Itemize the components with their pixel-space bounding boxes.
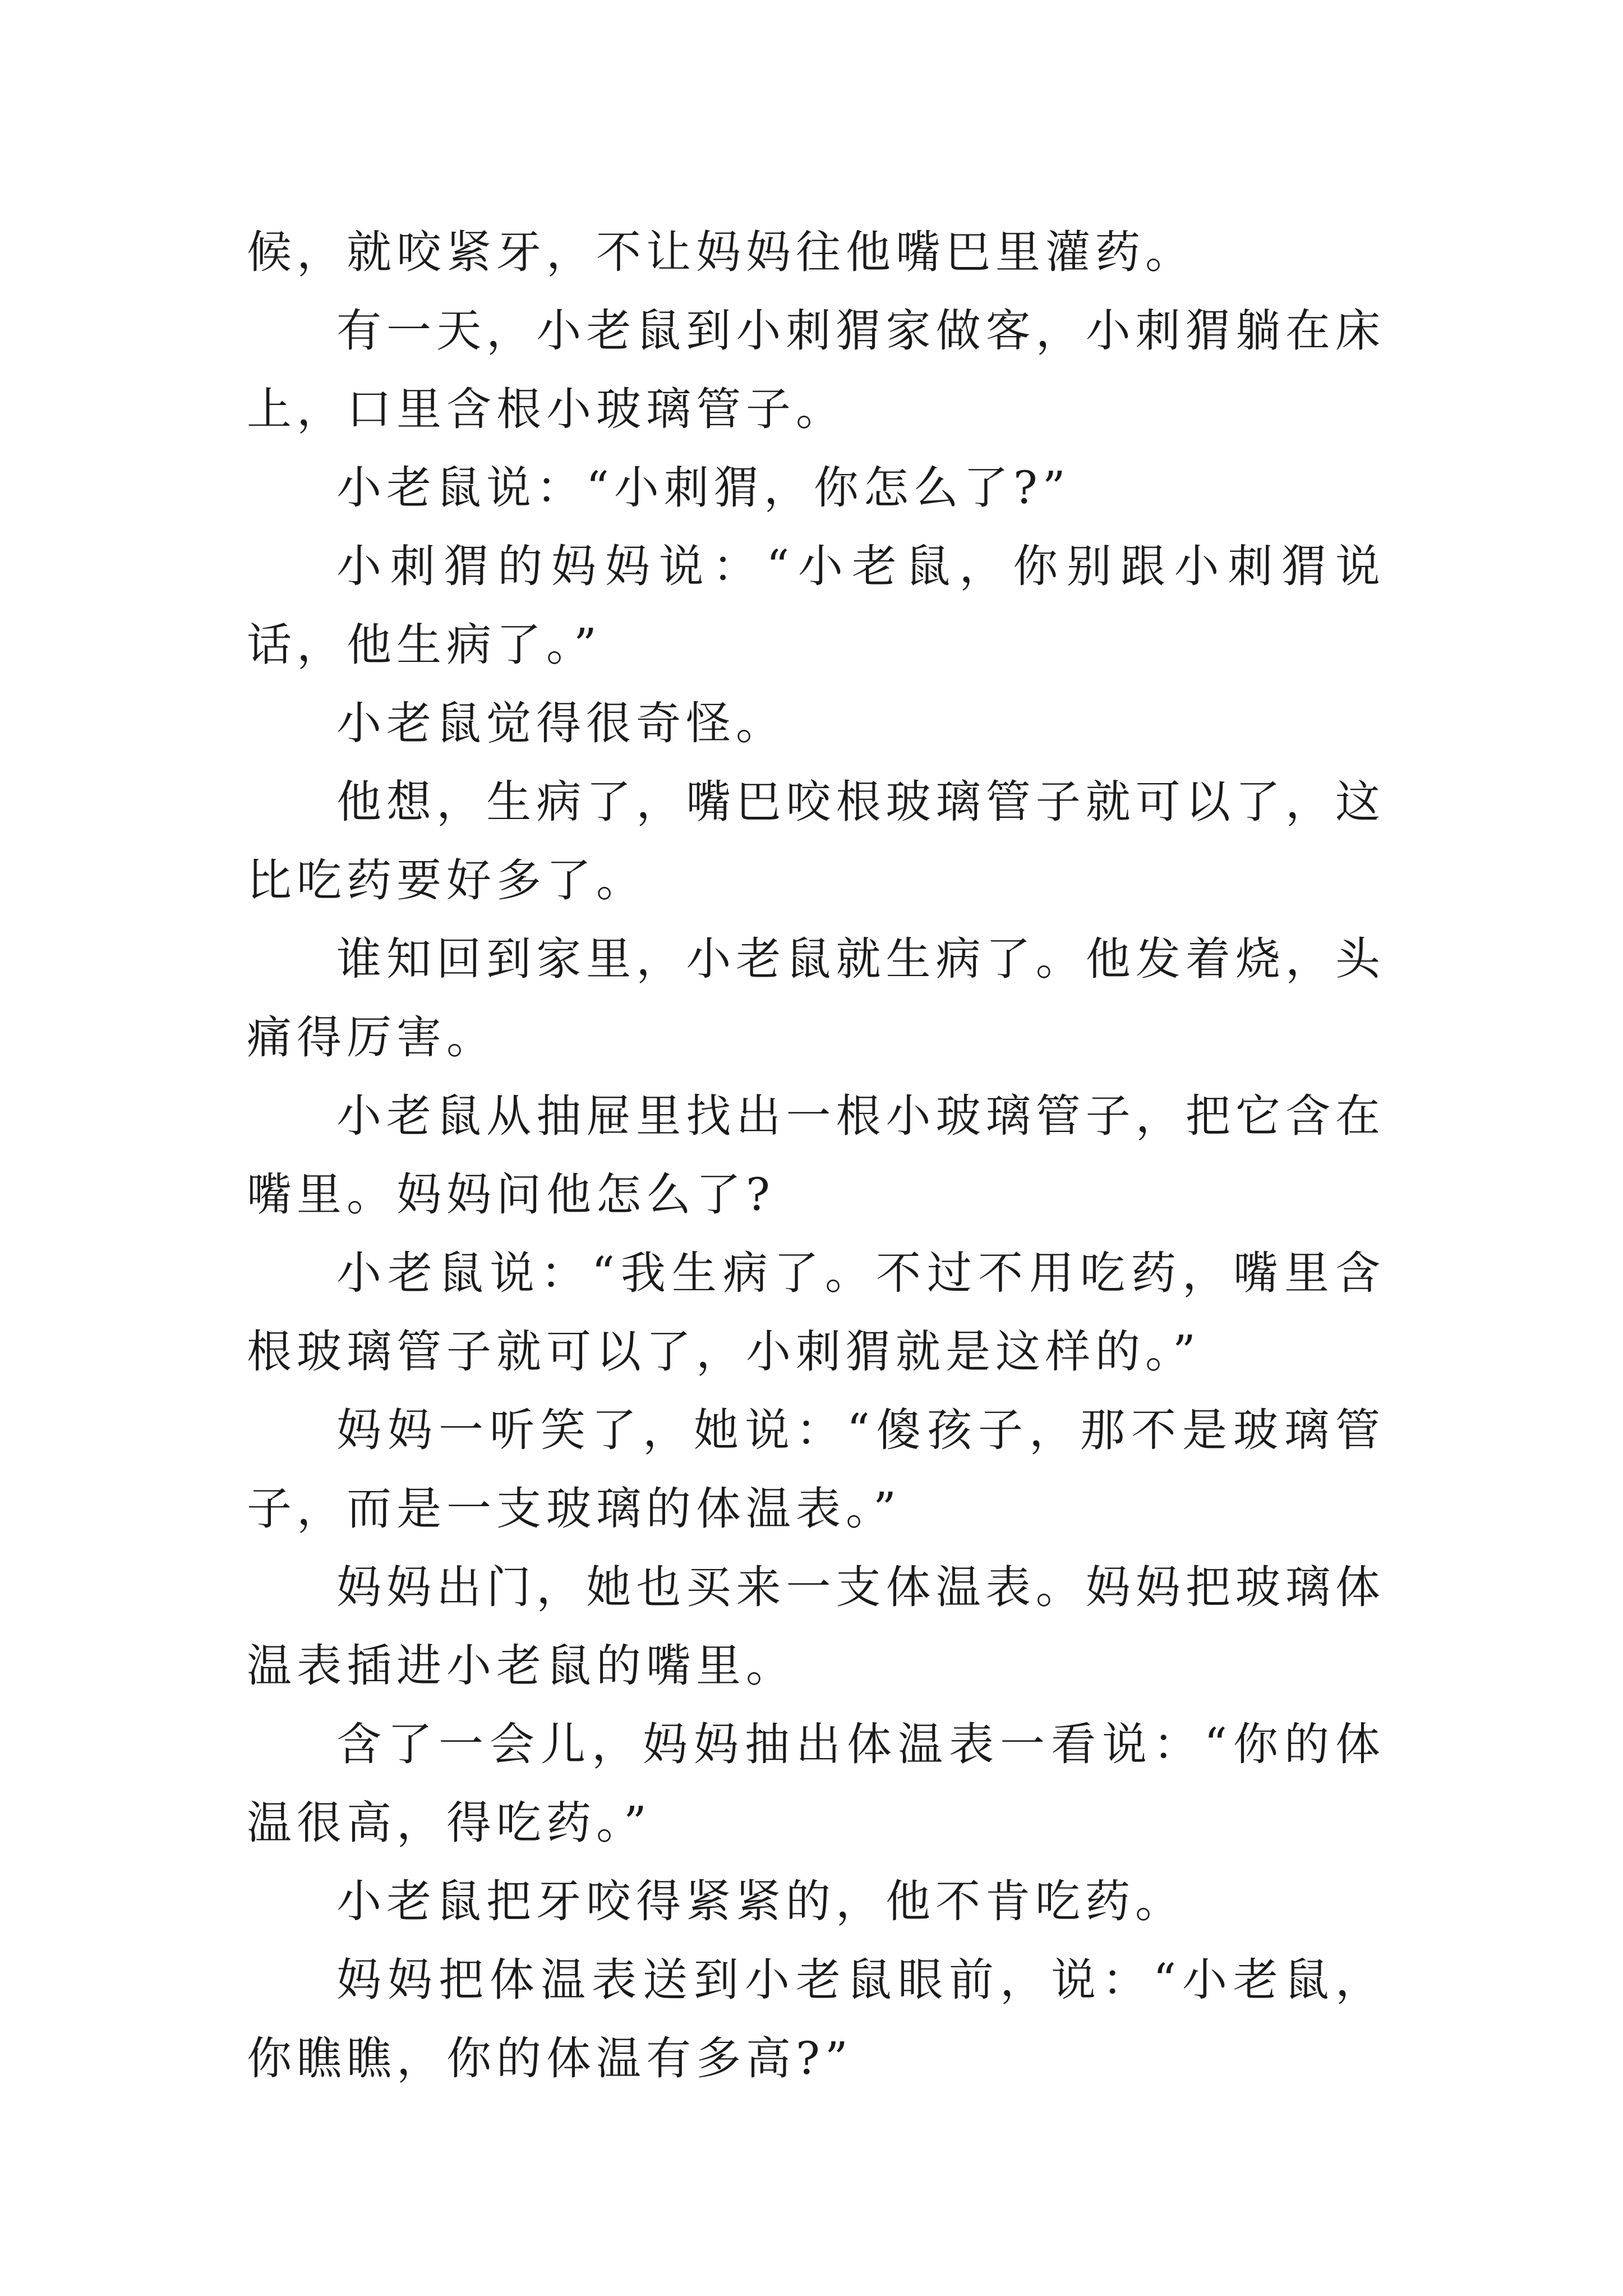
paragraph: 小老鼠觉得很奇怪。: [336, 697, 786, 749]
paragraph: 妈妈一听笑了，她说：“傻孩子，那不是玻璃管子，而是一支玻璃的体温表。”: [247, 1404, 1385, 1535]
paragraph: 谁知回到家里，小老鼠就生病了。他发着烧，头痛得厉害。: [247, 933, 1385, 1064]
paragraph: 小老鼠说：“小刺猬，你怎么了?”: [336, 462, 1071, 514]
paragraph: 小老鼠把牙咬得紧紧的，他不肯吃药。: [336, 1875, 1185, 1927]
paragraph: 他想，生病了，嘴巴咬根玻璃管子就可以了，这比吃药要好多了。: [247, 776, 1385, 907]
paragraph: 小老鼠说：“我生病了。不过不用吃药，嘴里含根玻璃管子就可以了，小刺猬就是这样的。”: [247, 1247, 1385, 1378]
paragraph: 含了一会儿，妈妈抽出体温表一看说：“你的体温很高，得吃药。”: [247, 1718, 1385, 1849]
paragraph: 妈妈把体温表送到小老鼠眼前，说：“小老鼠，你瞧瞧，你的体温有多高?”: [247, 1954, 1385, 2085]
story-text: [247, 213, 1385, 2098]
paragraph: 小老鼠从抽屉里找出一根小玻璃管子，把它含在嘴里。妈妈问他怎么了?: [247, 1090, 1385, 1221]
paragraph: 有一天，小老鼠到小刺猬家做客，小刺猬躺在床上，口里含根小玻璃管子。: [247, 305, 1385, 435]
paragraph: 小刺猬的妈妈说：“小老鼠，你别跟小刺猬说话，他生病了。”: [247, 540, 1385, 671]
paragraph-continued: 候，就咬紧牙，不让妈妈往他嘴巴里灌药。: [247, 226, 1195, 278]
paragraph: 妈妈出门，她也买来一支体温表。妈妈把玻璃体温表插进小老鼠的嘴里。: [247, 1561, 1385, 1692]
